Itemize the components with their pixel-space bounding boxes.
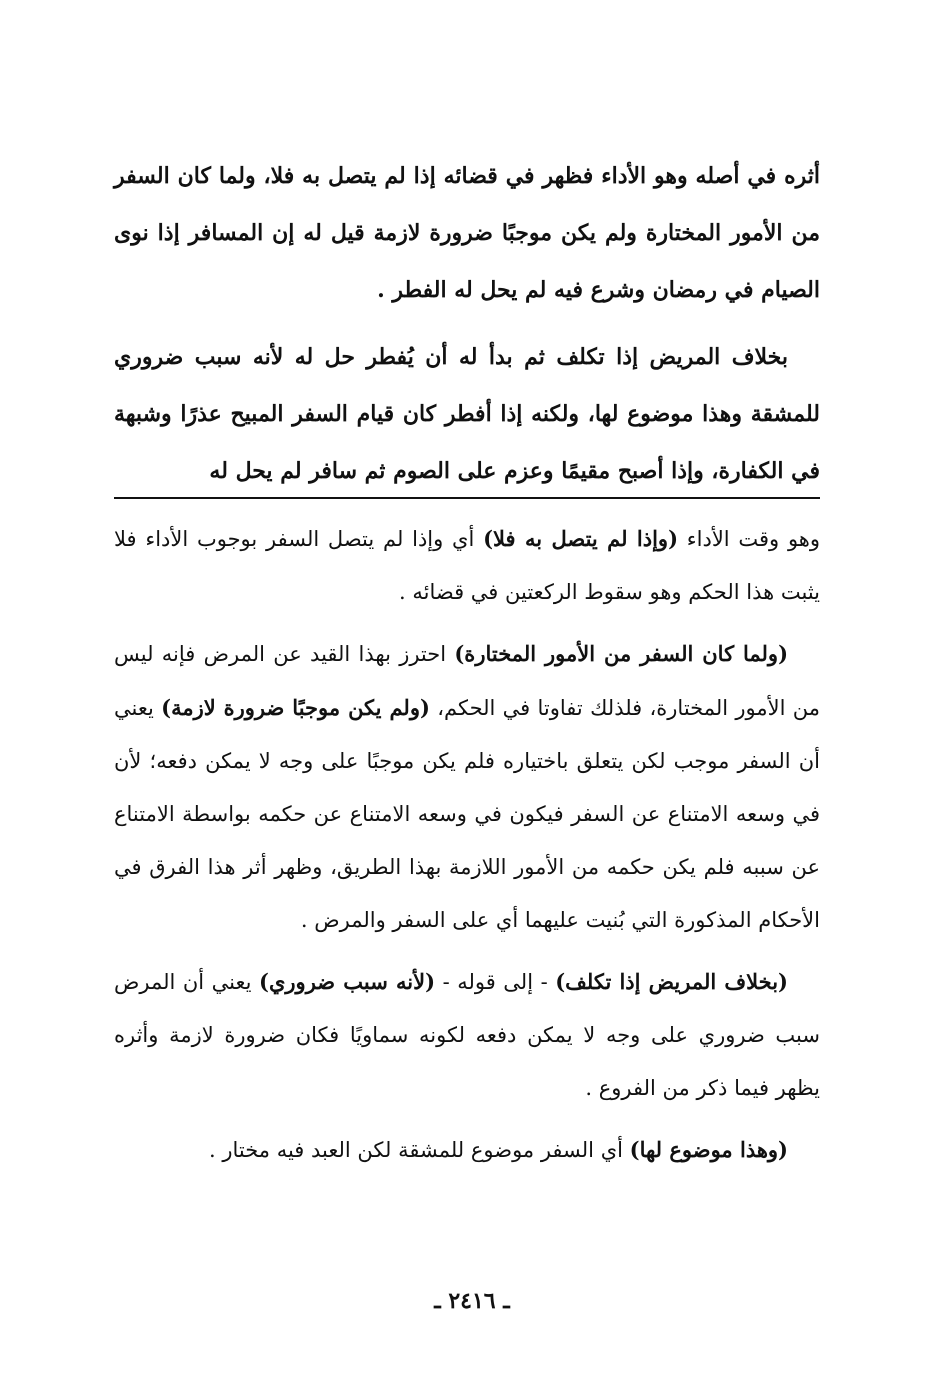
commentary-text-segment: احترز بهذا القيد عن المرض فإنه ليس من الأمور المختارة، فلذلك تفاوتا في الحكم، [114, 642, 821, 720]
quoted-matn: (وهذا موضوع لها) [629, 1137, 788, 1162]
main-text [114, 148, 820, 510]
commentary-paragraph-3 [114, 955, 820, 1115]
page-number: ـ ٢٤١٦ ـ [434, 1288, 510, 1314]
commentary-paragraph-2 [114, 627, 820, 947]
commentary-text-segment: - إلى قوله - [435, 970, 556, 994]
commentary-text-segment: وهو وقت الأداء [678, 527, 821, 551]
quoted-matn: (وإذا لم يتصل به فلا) [483, 526, 679, 551]
commentary-text-segment: أي وإذا لم يتصل السفر بوجوب الأداء فلا يثبت هذا الحكم وهو سقوط الركعتين في قضائه . [114, 527, 820, 604]
commentary-paragraph-4 [114, 1123, 820, 1177]
footnote-divider [114, 497, 820, 499]
quoted-matn: (بخلاف المريض إذا تكلف) [555, 969, 788, 994]
quoted-matn: (ولم يكن موجبًا ضرورة لازمة) [161, 695, 430, 720]
commentary-text [114, 512, 820, 1185]
commentary-text-segment: أي السفر موضوع للمشقة لكن العبد فيه مختار . [209, 1138, 630, 1162]
quoted-matn: (ولما كان السفر من الأمور المختارة) [454, 641, 789, 666]
commentary-text-segment: يعني أن المرض سبب ضروري على وجه لا يمكن دفعه لكونه سماويًا فكان ضرورة لازمة وأثره يظهر فيما ذكر من الفروع . [114, 970, 820, 1100]
commentary-text-segment: يعني أن السفر موجب لكن يتعلق باختياره فلم يكن موجبًا على وجه لا يمكن دفعه؛ لأن في وسعه الامتناع عن السفر فيكون في وسعه الامتناع عن حكمه بواسطة الامتناع عن سببه فلم يكن حكمه من الأمور اللازمة بهذا الطريق، وظهر أثر هذا الفرق في الأحكام المذكورة التي بُنيت عليهما أي على السفر والمرض . [114, 696, 820, 932]
commentary-paragraph-1 [114, 512, 820, 619]
main-paragraph-2: بخلاف المريض إذا تكلف ثم بدأ له أن يُفطر حل له لأنه سبب ضروري للمشقة وهذا موضوع لها، ولكنه إذا أفطر كان قيام السفر المبيح عذرًا وشبهة في الكفارة، وإذا أصبح مقيمًا وعزم على الصوم ثم سافر لم يحل له [114, 344, 820, 484]
main-paragraph-1: أثره في أصله وهو الأداء فظهر في قضائه إذا لم يتصل به فلا، ولما كان السفر من الأمور المختارة ولم يكن موجبًا ضرورة لازمة قيل له إن المسافر إذا نوى الصيام في رمضان وشرع فيه لم يحل له الفطر . [114, 163, 820, 303]
quoted-matn: (لأنه سبب ضروري) [259, 969, 436, 994]
